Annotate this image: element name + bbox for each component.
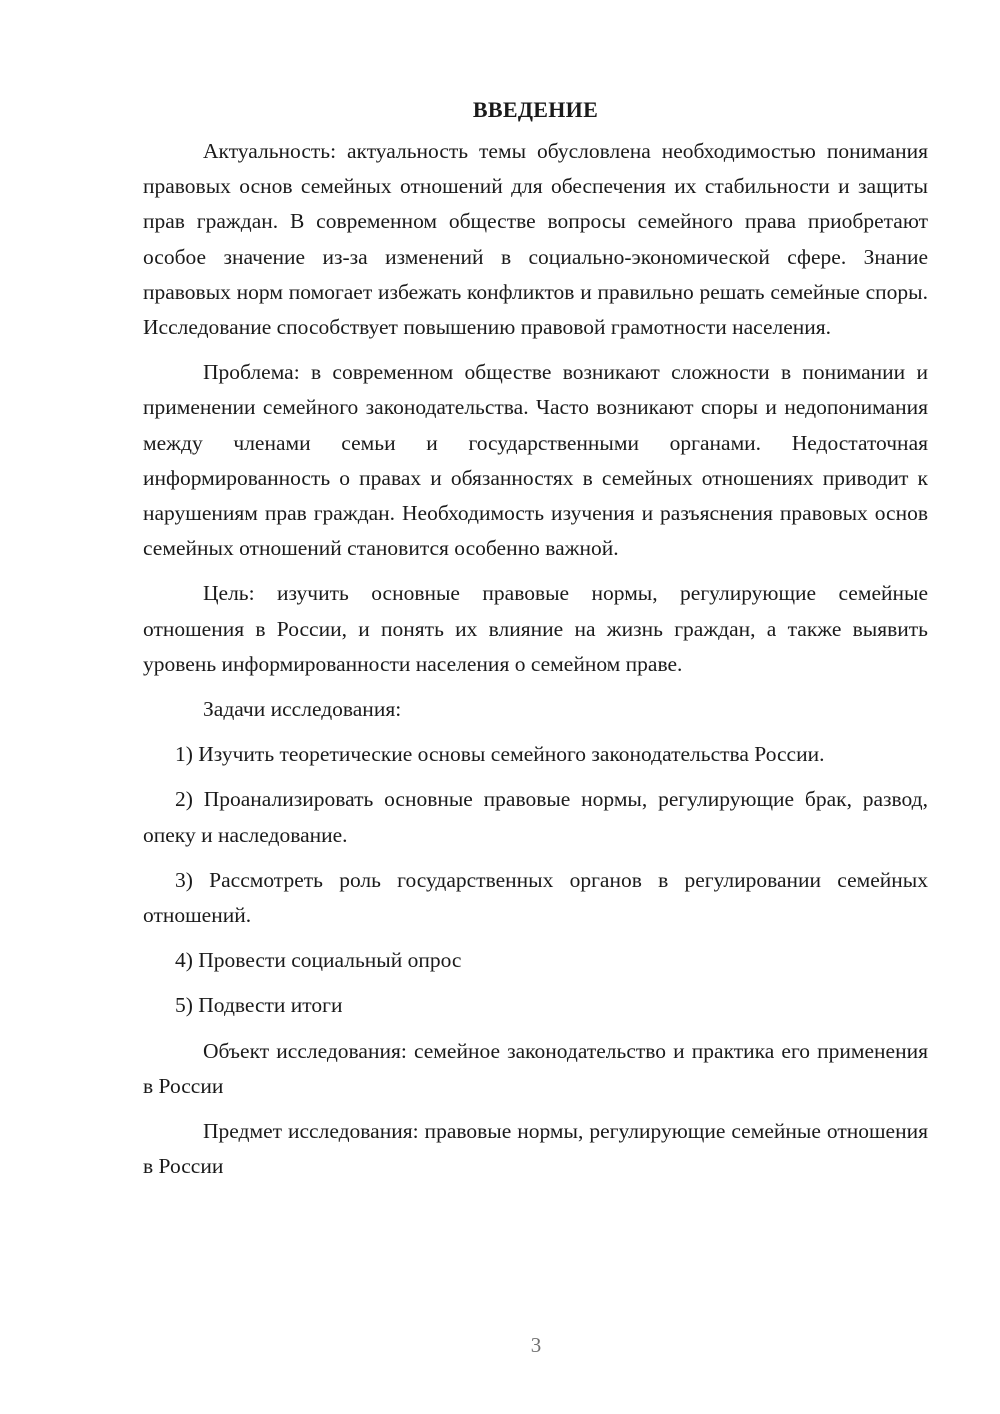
task-item-1: 1) Изучить теоретические основы семейного законодательства России. (175, 742, 825, 767)
problem-paragraph: Проблема: в современном обществе возникают сложности в понимании и применении семейного законодательства. Часто возникают споры и недопонимания между членами семьи и государственными органами. Недостаточная информированность о правах и обязанностях в семейных отношениях приводит к нарушениям прав граждан. Необходимость изучения и разъяснения правовых основ семейных отношений становится особенно важной. (143, 360, 928, 561)
relevance-paragraph: Актуальность: актуальность темы обусловлена необходимостью понимания правовых основ семейных отношений для обеспечения их стабильности и защиты прав граждан. В современном обществе вопросы семейного права приобретают особое значение из-за изменений в социально-экономической сфере. Знание правовых норм помогает избежать конфликтов и правильно решать семейные споры. Исследование способствует повышению правовой грамотности населения. (143, 139, 928, 340)
goal-paragraph: Цель: изучить основные правовые нормы, регулирующие семейные отношения в России, и понять их влияние на жизнь граждан, а также выявить уровень информированности населения о семейном праве. (143, 581, 928, 676)
task-item-4: 4) Провести социальный опрос (175, 948, 462, 973)
subject-paragraph: Предмет исследования: правовые нормы, регулирующие семейные отношения в России (143, 1119, 928, 1179)
object-paragraph: Объект исследования: семейное законодательство и практика его применения в России (143, 1038, 928, 1098)
task-item-3: 3) Рассмотреть роль государственных органов в регулировании семейных отношений. (143, 867, 928, 928)
task-item-2: 2) Проанализировать основные правовые нормы, регулирующие брак, развод, опеку и наследование. (143, 787, 928, 847)
document-page (143, 90, 928, 1194)
page-number: 3 (530, 1333, 542, 1357)
tasks-heading: Задачи исследования: (203, 697, 402, 722)
task-item-5: 5) Подвести итоги (175, 993, 343, 1018)
section-title: ВВЕДЕНИЕ (472, 97, 599, 122)
